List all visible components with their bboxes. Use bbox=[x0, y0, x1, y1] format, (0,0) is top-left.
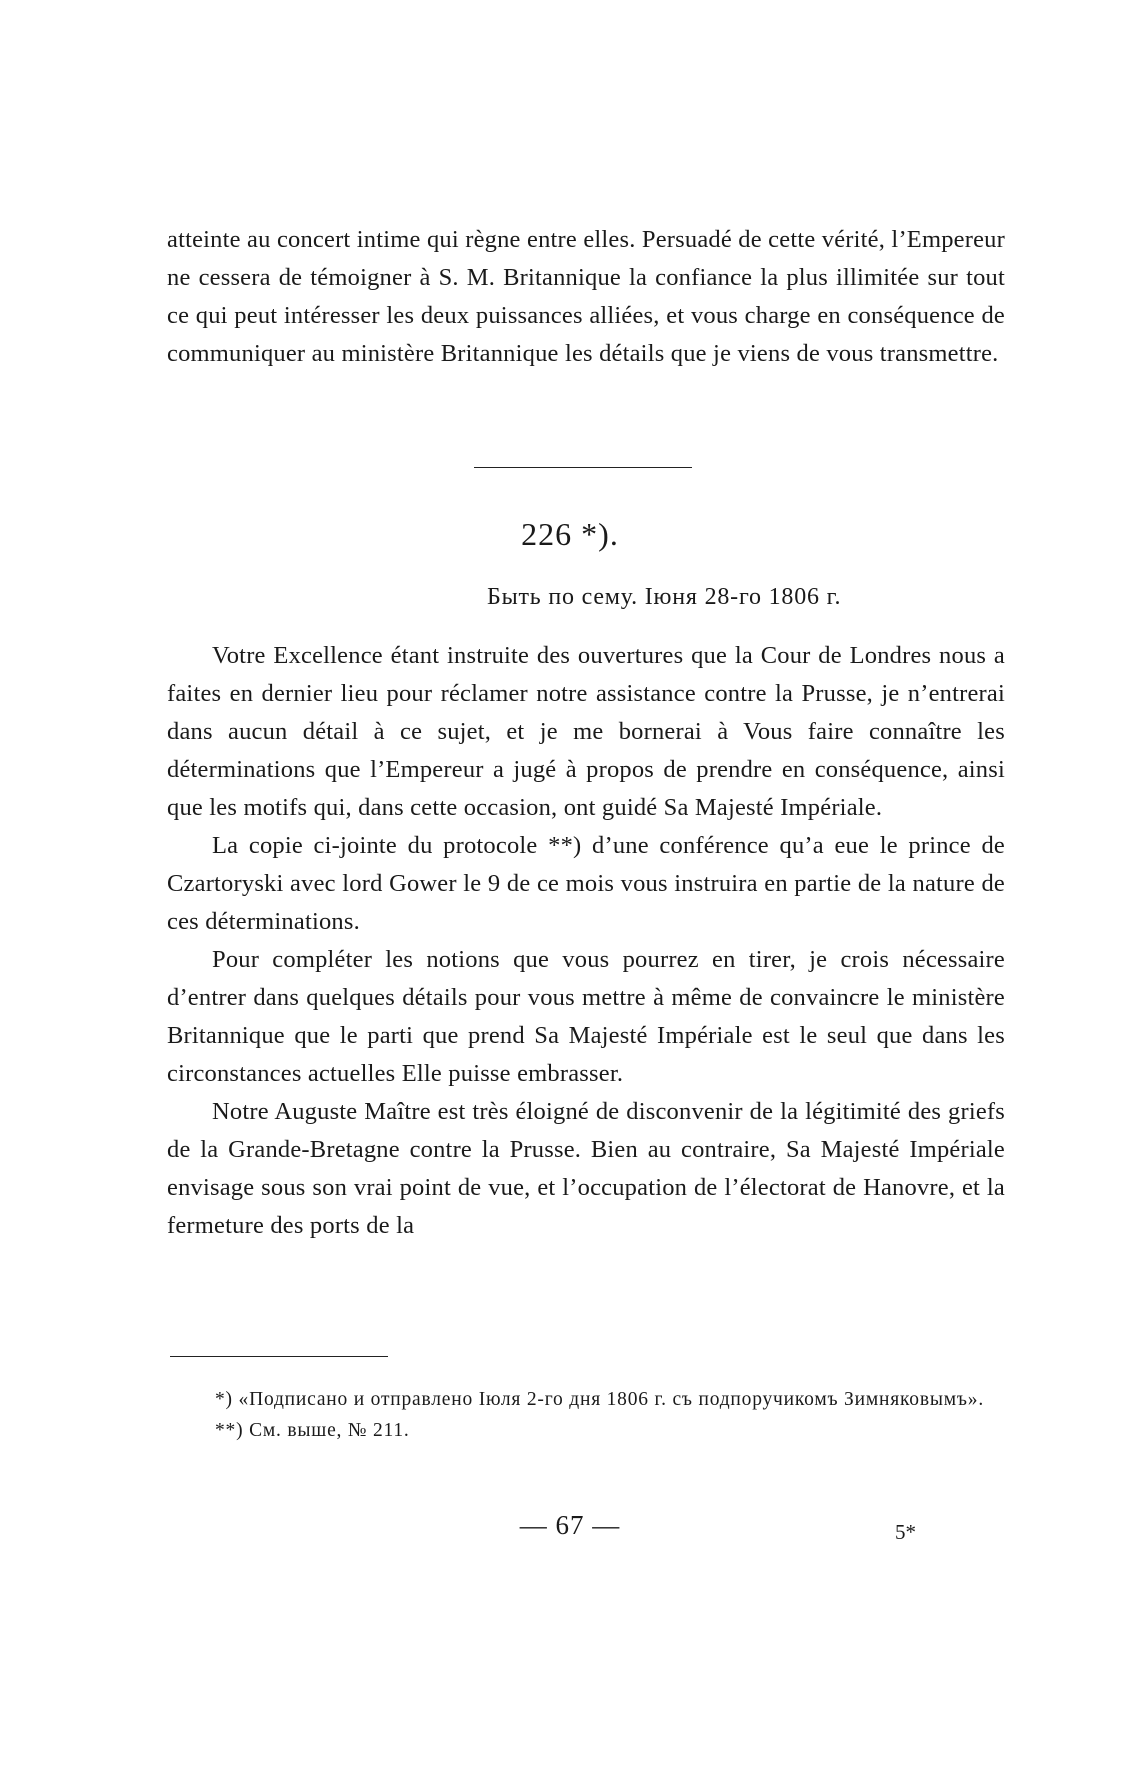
document-number: 226 *). bbox=[521, 516, 619, 552]
body-paragraph: Pour compléter les notions que vous pourrez en tirer, je crois nécessaire d’entrer dans quelques détails pour vous mettre à même de convaincre le ministère Britannique que le parti que prend Sa Majesté Impériale est le seul que dans les circonstances actuelles Elle puisse embrasser. bbox=[167, 946, 1005, 1087]
body-paragraph: Notre Auguste Maître est très éloigné de disconvenir de la légitimité des griefs de la Grande-Bretagne contre la Prusse. Bien au contraire, Sa Majesté Impériale envisage sous son vrai point de vue, et l’occupation de l’électorat de Hanovre, et la fermeture des ports de la bbox=[167, 1098, 1005, 1239]
continuation-paragraph: atteinte au concert intime qui règne entre elles. Persuadé de cette vérité, l’Empereur ne cessera de témoigner à S. M. Britannique la confiance la plus illimitée sur tout ce qui peut intéresser les deux puissances alliées, et vous charge en conséquence de communiquer au ministère Britannique les détails que je viens de vous transmettre. bbox=[167, 226, 1005, 367]
footnotes bbox=[167, 1384, 1005, 1446]
footnote-2: **) См. выше, № 211. bbox=[215, 1420, 410, 1441]
footnote-1: *) «Подписано и отправлено Іюля 2-го дня 1806 г. съ подпоручикомъ Зимняковымъ». bbox=[215, 1389, 984, 1410]
footnote-separator-rule bbox=[170, 1356, 388, 1357]
body-paragraph: La copie ci-jointe du protocole **) d’une conférence qu’a eue le prince de Czartoryski avec lord Gower le 9 de ce mois vous instruira en partie de la nature de ces déterminations. bbox=[167, 832, 1005, 935]
signature-mark: 5* bbox=[895, 1520, 916, 1544]
section-separator-rule bbox=[474, 467, 692, 468]
endorsement-note: Быть по сему. Іюня 28-го 1806 г. bbox=[487, 584, 842, 610]
body-paragraph: Votre Excellence étant instruite des ouvertures que la Cour de Londres nous a faites en dernier lieu pour réclamer notre assistance contre la Prusse, je n’entrerai dans aucun détail à ce sujet, et je me bornerai à Vous faire connaître les déterminations que l’Empereur a jugé à propos de prendre en conséquence, ainsi que les motifs qui, dans cette occasion, ont guidé Sa Majesté Impériale. bbox=[167, 642, 1005, 821]
page-number: — 67 — bbox=[519, 1510, 621, 1540]
document-body bbox=[167, 637, 1005, 1245]
